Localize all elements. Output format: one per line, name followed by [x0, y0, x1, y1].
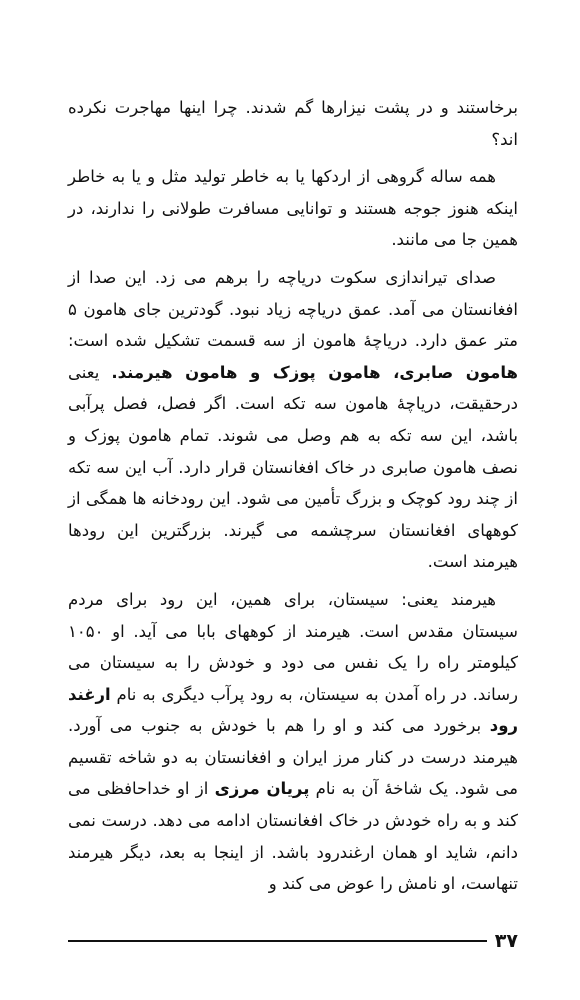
bold-text-segment: ارغند رود — [68, 684, 518, 736]
page-number: ۳۷ — [494, 930, 518, 952]
text-segment: برخاستند و در پشت نیزارها گم شدند. چرا اینها مهاجرت نکرده اند؟ — [68, 98, 518, 149]
text-segment: همه ساله گروهی از اردکها یا به خاطر تولید مثل و یا به خاطر اینکه هنوز جوجه هستند و توانایی مسافرت طولانی را ندارند، در همین جا می مانند. — [68, 167, 518, 250]
page-footer — [68, 930, 518, 952]
bold-text-segment: هامون صابری، هامون پوزک و هامون هیرمند. — [111, 362, 518, 382]
text-segment: یعنی درحقیقت، دریاچهٔ هامون سه تکه است. اگر فصل، فصل پرآبی باشد، این سه تکه به هم وصل می شوند. تمام هامون پوزک و نصف هامون صابری در خاک افغانستان قرار دارد. آب این سه تکه از چند رود کوچک و بزرگ تأمین می شود. این رودخانه ها همگی از کوههای افغانستان سرچشمه می گیرند. بزرگترین این رودها هیرمند است. — [68, 362, 518, 572]
text-segment: از او خداحافظی می کند و به راه خودش در خاک افغانستان ادامه می دهد. درست نمی دانم، شاید او همان ارغندرود باشد. از اینجا به بعد، دیگر هیرمند تنهاست، او نامش را عوض می کند و — [68, 779, 518, 894]
paragraph — [68, 161, 518, 256]
paragraph — [68, 584, 518, 900]
paragraph — [68, 92, 518, 155]
text-segment: صدای تیراندازی سکوت دریاچه را برهم می زد. این صدا از افغانستان می آمد. عمق دریاچه زیاد نبود. گودترین جای هامون ۵ متر عمق دارد. دریاچهٔ هامون از سه قسمت تشکیل شده است: — [68, 267, 518, 351]
text-segment: هیرمند یعنی: سیستان، برای همین، این رود برای مردم سیستان مقدس است. هیرمند از کوههای بابا می آید. او ۱۰۵۰ کیلومتر راه را یک نفس می دود و خودش را به سیستان می رساند. در راه آمدن به سیستان، به رود پرآب دیگری به نام — [68, 589, 518, 704]
body-text — [68, 92, 518, 900]
text-segment: برخورد می کند و او را هم با خودش به جنوب می آورد. هیرمند درست در کنار مرز ایران و افغانستان به دو شاخه تقسیم می شود. یک شاخهٔ آن به نام — [68, 716, 518, 799]
paragraph — [68, 262, 518, 578]
bold-text-segment: پریان مرزی — [214, 779, 310, 799]
footer-rule — [68, 940, 487, 942]
